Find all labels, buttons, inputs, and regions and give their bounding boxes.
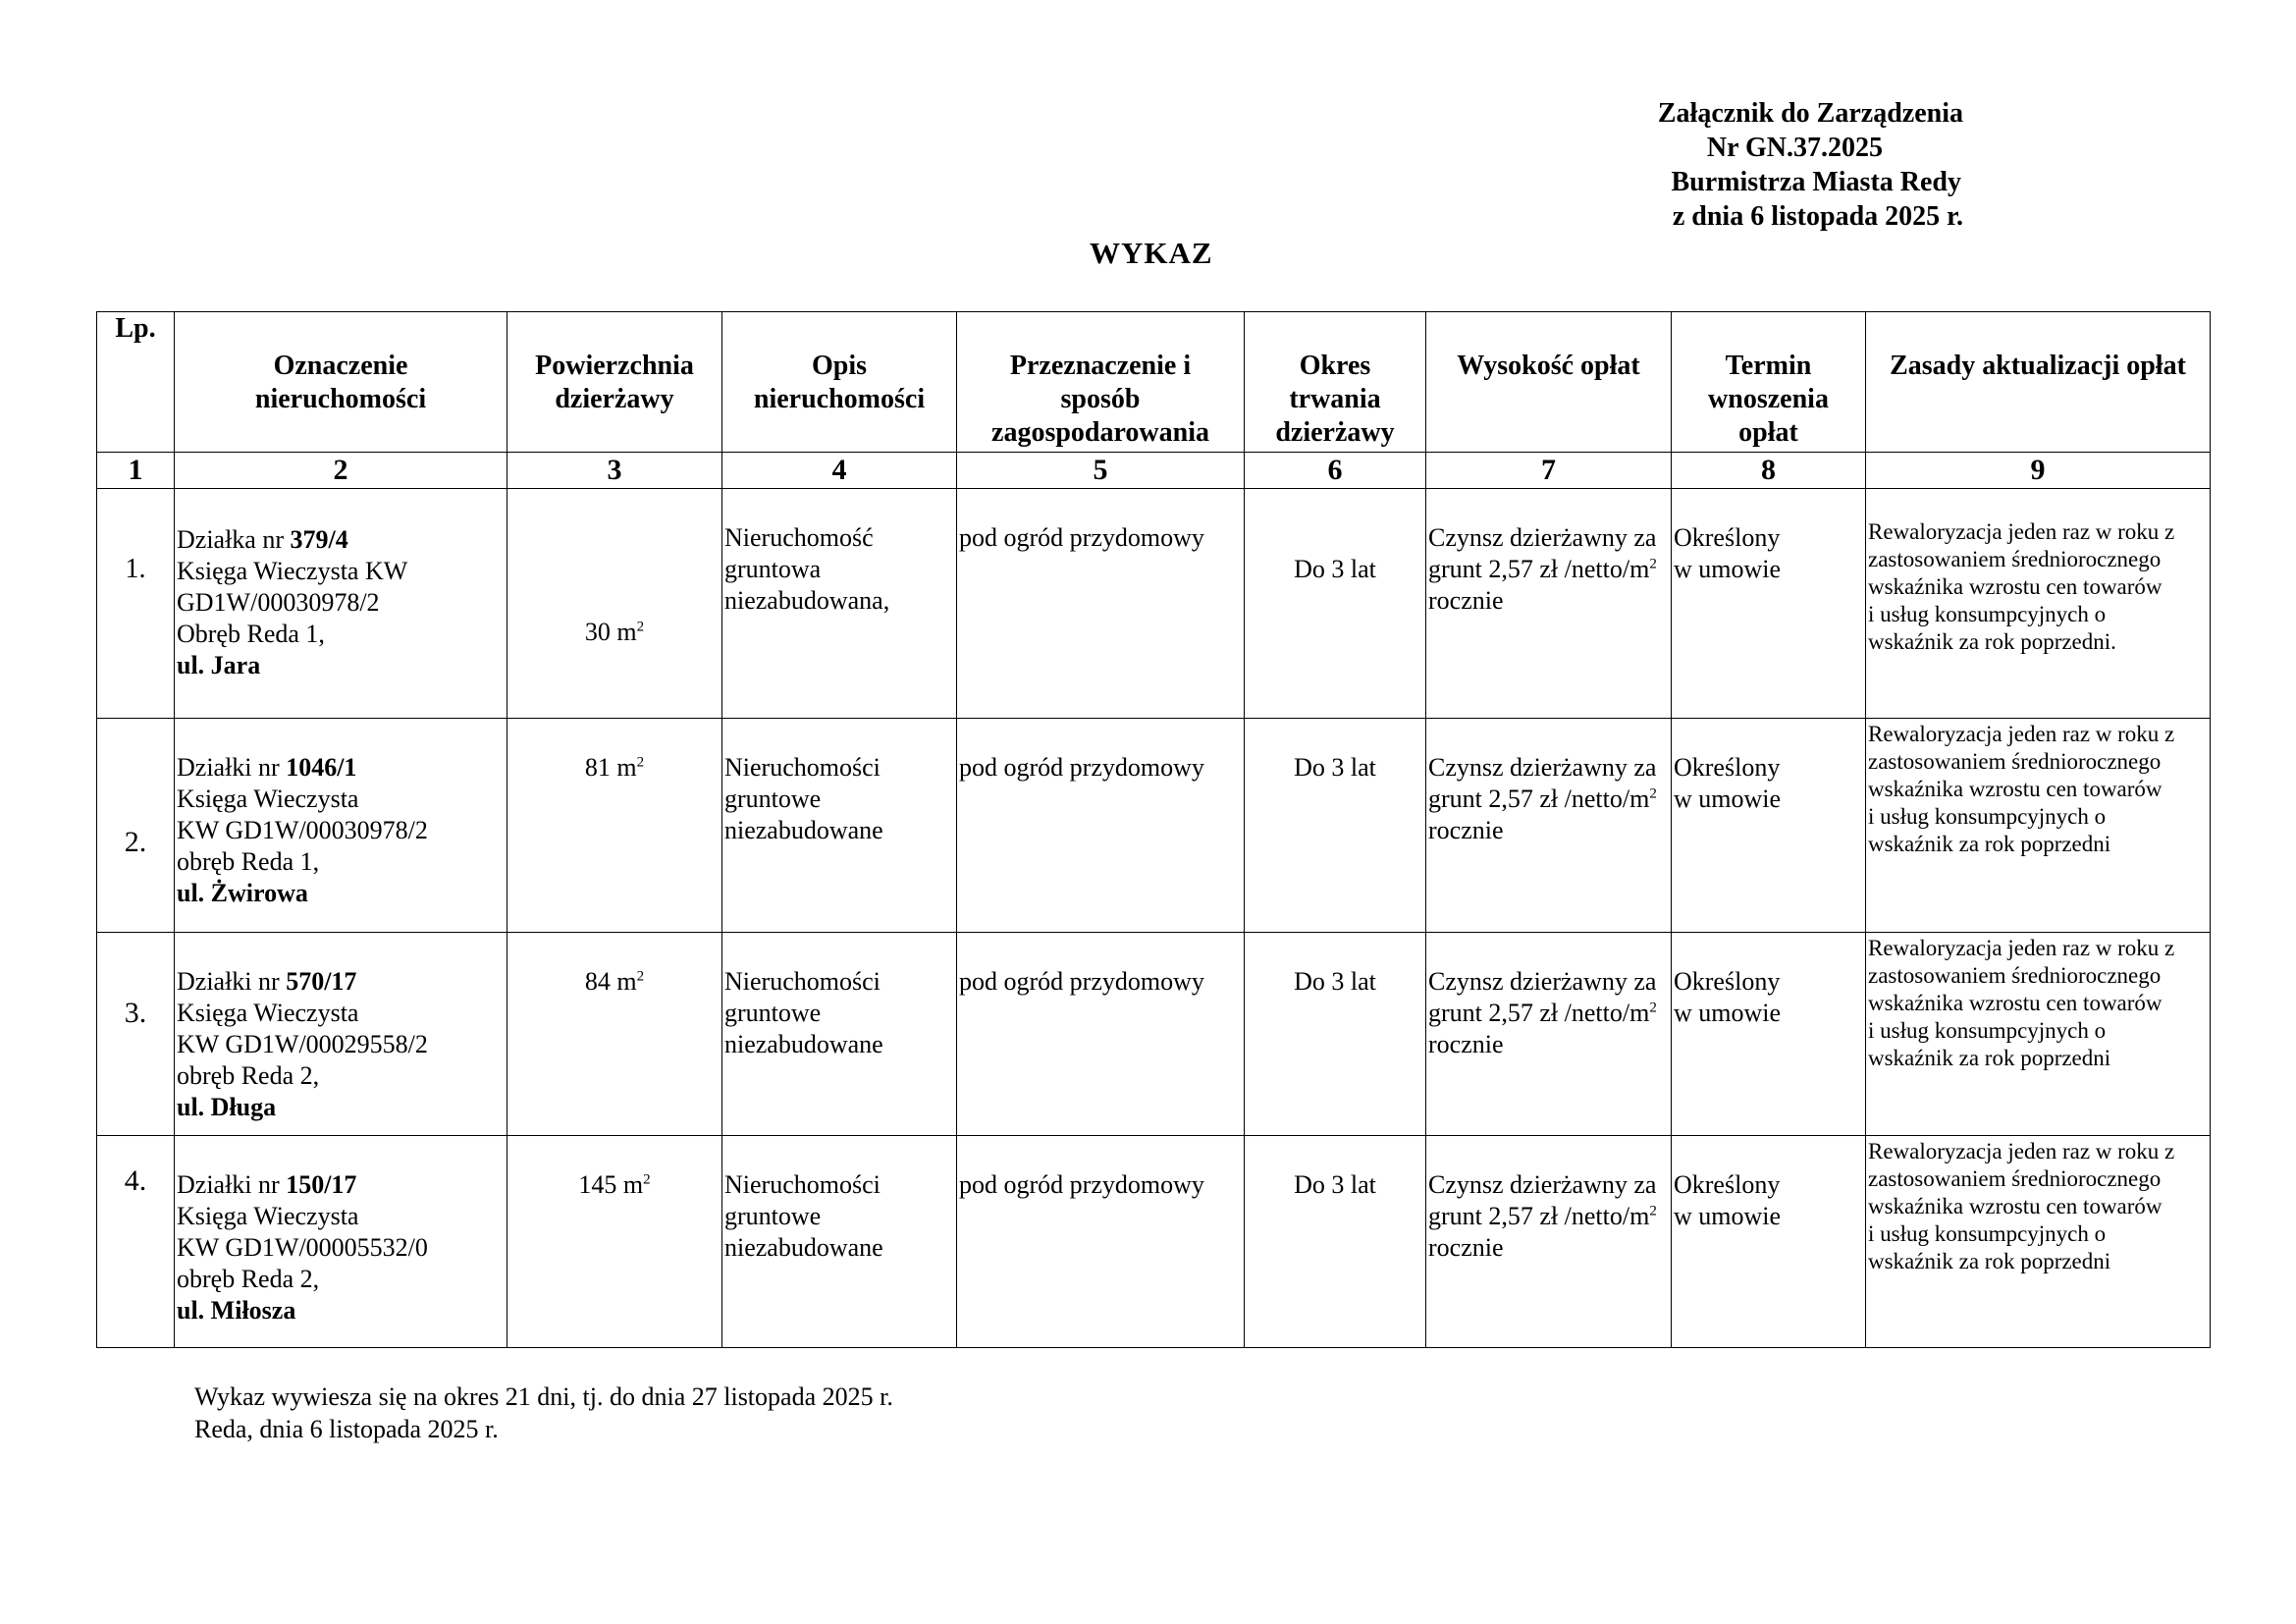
payment-term (1672, 1136, 1866, 1348)
parcel-label: Działki nr (177, 967, 287, 996)
rules-line: wskaźnik za rok poprzedni (1868, 1046, 2111, 1070)
purpose-text: pod ogród przydomowy (959, 523, 1204, 552)
precinct: obręb Reda 2, (177, 1265, 320, 1293)
rules-line: zastosowaniem średniorocznego (1868, 963, 2162, 988)
land-register-line: Księga Wieczysta KW (177, 557, 408, 585)
land-register-number: KW GD1W/00029558/2 (177, 1030, 428, 1058)
update-rules (1866, 933, 2211, 1136)
area-value: 30 m (584, 618, 637, 646)
term-line: Określony (1674, 753, 1781, 782)
parcel-line (177, 752, 507, 784)
fee-rate: grunt 2,57 zł /netto/m (1428, 999, 1650, 1027)
fee-amount (1426, 719, 1672, 933)
lease-area (507, 719, 722, 933)
rules-line: Rewaloryzacja jeden raz w roku z (1868, 722, 2175, 746)
area-unit-exponent: 2 (636, 754, 645, 771)
payment-term (1672, 489, 1866, 719)
fee-amount (1426, 933, 1672, 1136)
description-line: niezabudowane (724, 1030, 883, 1058)
header-text: sposób (1060, 384, 1141, 414)
header-line: Nr GN.37.2025 (1706, 133, 1883, 163)
rules-line: Rewaloryzacja jeden raz w roku z (1868, 519, 2175, 544)
description-line: Nieruchomości (724, 967, 881, 996)
area-unit-exponent: 2 (643, 1171, 651, 1188)
header-text: opłat (1738, 417, 1798, 448)
lease-area (507, 1136, 722, 1348)
rules-line: i usług konsumpcyjnych o (1868, 602, 2107, 626)
rules-line: wskaźnika wzrostu cen towarów (1868, 777, 2163, 801)
purpose-text: pod ogród przydomowy (959, 1170, 1204, 1199)
table-row (97, 933, 2211, 1136)
purpose (957, 1136, 1245, 1348)
period-text: Do 3 lat (1294, 967, 1376, 996)
street: ul. Miłosza (177, 1296, 296, 1325)
fee-amount (1426, 1136, 1672, 1348)
rules-line: wskaźnika wzrostu cen towarów (1868, 574, 2163, 599)
land-register-line: Księga Wieczysta (177, 1202, 359, 1230)
fee-rate: grunt 2,57 zł /netto/m (1428, 785, 1650, 813)
header-text: trwania (1289, 384, 1381, 414)
term-line: Określony (1674, 967, 1781, 996)
parcel-label: Działka nr (177, 525, 291, 554)
header-text: Opis (811, 351, 868, 381)
column-header-designation (175, 312, 507, 453)
column-header-description (722, 312, 957, 453)
header-text: Przeznaczenie i (1009, 351, 1192, 381)
header-text: wnoszenia (1708, 384, 1829, 414)
update-rules (1866, 489, 2211, 719)
lease-period (1245, 933, 1426, 1136)
row-number-text: 1. (125, 554, 146, 584)
purpose (957, 933, 1245, 1136)
column-number-row (97, 453, 2211, 489)
lease-period (1245, 1136, 1426, 1348)
area-unit-exponent: 2 (636, 619, 645, 635)
description-line: gruntowe (724, 1202, 822, 1230)
area-value: 145 m (578, 1170, 644, 1199)
fee-unit-exponent: 2 (1649, 556, 1657, 572)
row-number-text: 3. (124, 997, 147, 1029)
posting-period-note: Wykaz wywiesza się na okres 21 dni, tj. do dnia 27 listopada 2025 r. (194, 1382, 893, 1411)
term-line: w umowie (1674, 555, 1782, 583)
column-number: 8 (1672, 453, 1866, 489)
row-number (97, 933, 175, 1136)
payment-term (1672, 933, 1866, 1136)
fee-line: rocznie (1428, 816, 1504, 844)
table-row (97, 489, 2211, 719)
parcel-number: 570/17 (286, 967, 357, 996)
description-line: gruntowe (724, 999, 822, 1027)
parcel-designation (175, 719, 507, 933)
fee-line: Czynsz dzierżawny za (1428, 523, 1657, 552)
rules-line: i usług konsumpcyjnych o (1868, 804, 2107, 829)
fee-line (1428, 554, 1671, 585)
term-line: Określony (1674, 523, 1781, 552)
purpose (957, 489, 1245, 719)
header-text: nieruchomości (753, 384, 926, 414)
street: ul. Długa (177, 1093, 277, 1121)
parcel-label: Działki nr (177, 753, 287, 782)
fee-unit-exponent: 2 (1649, 1000, 1657, 1016)
rules-line: Rewaloryzacja jeden raz w roku z (1868, 936, 2175, 960)
lease-period (1245, 719, 1426, 933)
rules-line: i usług konsumpcyjnych o (1868, 1018, 2107, 1043)
column-number: 7 (1426, 453, 1672, 489)
fee-line: rocznie (1428, 586, 1504, 615)
lease-area (507, 489, 722, 719)
land-register-number: KW GD1W/00030978/2 (177, 816, 428, 844)
property-list-table (96, 311, 2211, 1348)
land-register-number: KW GD1W/00005532/0 (177, 1233, 428, 1262)
rules-line: wskaźnik za rok poprzedni (1868, 1249, 2111, 1273)
header-text: Zasady aktualizacji opłat (1890, 351, 2186, 381)
fee-line: Czynsz dzierżawny za (1428, 1170, 1657, 1199)
place-date-note: Reda, dnia 6 listopada 2025 r. (194, 1415, 499, 1443)
area-value: 84 m (584, 967, 637, 996)
header-text: dzierżawy (555, 384, 674, 414)
rules-line: zastosowaniem średniorocznego (1868, 547, 2162, 571)
document-title: WYKAZ (1090, 236, 1213, 270)
description-line: Nieruchomości (724, 1170, 881, 1199)
payment-term (1672, 719, 1866, 933)
fee-line: Czynsz dzierżawny za (1428, 967, 1657, 996)
attachment-header (1531, 96, 1963, 234)
header-line: Załącznik do Zarządzenia (1657, 98, 1963, 129)
rules-line: wskaźnika wzrostu cen towarów (1868, 1194, 2163, 1218)
row-number (97, 719, 175, 933)
rules-line: wskaźnik za rok poprzedni. (1868, 629, 2116, 654)
term-line: Określony (1674, 1170, 1781, 1199)
column-number: 6 (1245, 453, 1426, 489)
fee-line: Czynsz dzierżawny za (1428, 753, 1657, 782)
rules-line: Rewaloryzacja jeden raz w roku z (1868, 1139, 2175, 1164)
parcel-label: Działki nr (177, 1170, 287, 1199)
column-header-period (1245, 312, 1426, 453)
term-line: w umowie (1674, 785, 1782, 813)
column-header-fees (1426, 312, 1672, 453)
column-header-payment-term (1672, 312, 1866, 453)
fee-line (1428, 784, 1671, 815)
rules-line: zastosowaniem średniorocznego (1868, 1166, 2162, 1191)
fee-line: rocznie (1428, 1233, 1504, 1262)
fee-line (1428, 998, 1671, 1029)
fee-rate: grunt 2,57 zł /netto/m (1428, 555, 1650, 583)
area-value: 81 m (584, 753, 637, 782)
rules-line: wskaźnika wzrostu cen towarów (1868, 991, 2163, 1015)
column-header-area (507, 312, 722, 453)
column-header-lp: Lp. (97, 312, 175, 453)
parcel-number: 379/4 (290, 525, 348, 554)
fee-amount (1426, 489, 1672, 719)
parcel-line (177, 524, 507, 556)
description-line: niezabudowane (724, 1233, 883, 1262)
table-header-row (97, 312, 2211, 453)
period-text: Do 3 lat (1294, 555, 1376, 583)
purpose (957, 719, 1245, 933)
description-line: Nieruchomość (724, 523, 874, 552)
lease-area (507, 933, 722, 1136)
header-text: nieruchomości (254, 384, 427, 414)
header-text: Oznaczenie (273, 351, 408, 381)
header-text: Powierzchnia (535, 351, 694, 381)
update-rules (1866, 1136, 2211, 1348)
fee-unit-exponent: 2 (1649, 785, 1657, 802)
property-description (722, 1136, 957, 1348)
header-text: zagospodarowania (991, 417, 1209, 448)
description-line: gruntowe (724, 785, 822, 813)
table-row (97, 719, 2211, 933)
street: ul. Żwirowa (177, 879, 308, 907)
row-number (97, 1136, 175, 1348)
parcel-number: 150/17 (286, 1170, 357, 1199)
header-line: z dnia 6 listopada 2025 r. (1672, 201, 1963, 232)
fee-unit-exponent: 2 (1649, 1203, 1657, 1219)
parcel-line (177, 1169, 507, 1201)
lease-period (1245, 489, 1426, 719)
precinct: Obręb Reda 1, (177, 620, 325, 648)
description-line: gruntowa (724, 555, 822, 583)
column-number: 5 (957, 453, 1245, 489)
parcel-designation (175, 489, 507, 719)
rules-line: wskaźnik za rok poprzedni (1868, 832, 2111, 856)
parcel-line (177, 966, 507, 998)
precinct: obręb Reda 2, (177, 1061, 320, 1090)
property-description (722, 489, 957, 719)
term-line: w umowie (1674, 999, 1782, 1027)
property-description (722, 719, 957, 933)
street: ul. Jara (177, 651, 261, 679)
fee-line: rocznie (1428, 1030, 1504, 1058)
rules-line: i usług konsumpcyjnych o (1868, 1221, 2107, 1246)
purpose-text: pod ogród przydomowy (959, 753, 1204, 782)
description-line: niezabudowane (724, 816, 883, 844)
term-line: w umowie (1674, 1202, 1782, 1230)
column-number: 3 (507, 453, 722, 489)
precinct: obręb Reda 1, (177, 847, 320, 876)
column-number: 9 (1866, 453, 2211, 489)
land-register-line: Księga Wieczysta (177, 785, 359, 813)
period-text: Do 3 lat (1294, 1170, 1376, 1199)
update-rules (1866, 719, 2211, 933)
table-row (97, 1136, 2211, 1348)
period-text: Do 3 lat (1294, 753, 1376, 782)
column-number: 4 (722, 453, 957, 489)
header-text: Termin (1725, 351, 1812, 381)
property-description (722, 933, 957, 1136)
column-header-purpose (957, 312, 1245, 453)
footer-notes (194, 1380, 893, 1445)
column-number: 2 (175, 453, 507, 489)
parcel-designation (175, 933, 507, 1136)
row-number-text: 4. (124, 1164, 147, 1197)
header-text: Okres (1299, 351, 1371, 381)
purpose-text: pod ogród przydomowy (959, 967, 1204, 996)
description-line: Nieruchomości (724, 753, 881, 782)
area-unit-exponent: 2 (636, 968, 645, 985)
header-text: Wysokość opłat (1457, 351, 1640, 381)
land-register-number: GD1W/00030978/2 (177, 588, 380, 617)
rules-line: zastosowaniem średniorocznego (1868, 749, 2162, 774)
fee-rate: grunt 2,57 zł /netto/m (1428, 1202, 1650, 1230)
fee-line (1428, 1201, 1671, 1232)
column-number: 1 (97, 453, 175, 489)
parcel-designation (175, 1136, 507, 1348)
header-line: Burmistrza Miasta Redy (1671, 167, 1961, 197)
row-number-text: 2. (124, 826, 147, 858)
row-number (97, 489, 175, 719)
header-text: dzierżawy (1275, 417, 1395, 448)
description-line: niezabudowana, (724, 586, 890, 615)
column-header-update-rules (1866, 312, 2211, 453)
parcel-number: 1046/1 (286, 753, 357, 782)
land-register-line: Księga Wieczysta (177, 999, 359, 1027)
